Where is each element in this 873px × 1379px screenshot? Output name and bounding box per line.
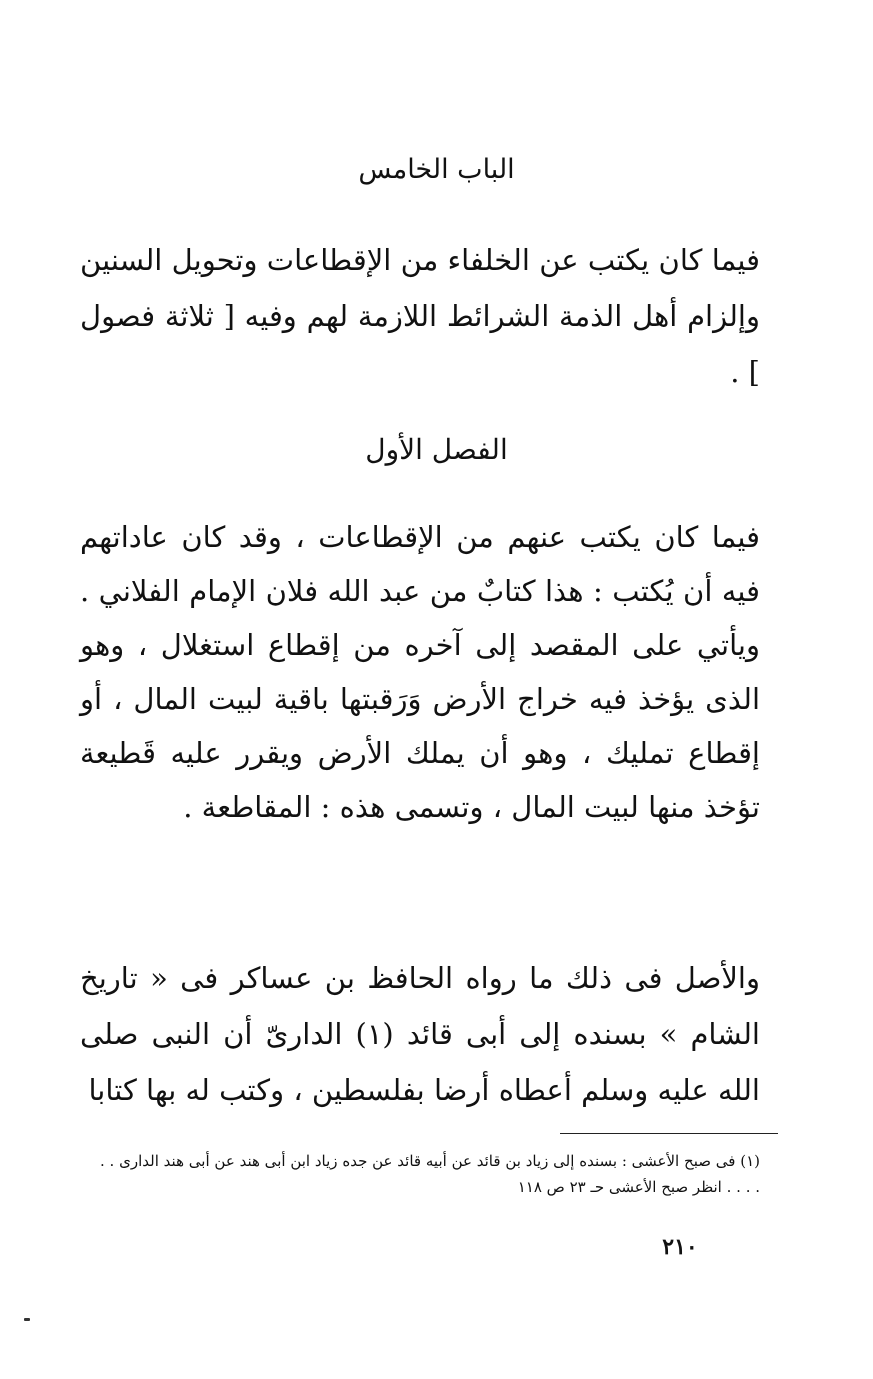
footnote-divider: [560, 1133, 778, 1134]
scan-mark: [24, 1318, 30, 1321]
intro-paragraph: فيما كان يكتب عن الخلفاء من الإقطاعات وتحويل السنين وإلزام أهل الذمة الشرائط اللازمة لهم وفيه [ ثلاثة فصول ] .: [80, 243, 760, 389]
page-number: ٢١٠: [662, 1234, 698, 1260]
section-title: الفصل الأول: [365, 433, 508, 466]
body-paragraph-1: فيما كان يكتب عنهم من الإقطاعات ، وقد كان عاداتهم فيه أن يُكتب : هذا كتابٌ من عبد الله فلان الإمام الفلاني . ويأتي على المقصد إلى آخره من إقطاع استغلال ، وهو الذى يؤخذ فيه خراج الأرض وَرَقبتها باقية لبيت المال ، أو إقطاع تمليك ، وهو أن يملك الأرض ويقرر عليه قَطيعة تؤخذ منها لبيت المال ، وتسمى هذه : المقاطعة .: [80, 520, 760, 824]
footnote: (١) فى صبح الأعشى : بسنده إلى زياد بن قائد عن أبيه قائد عن جده زياد ابن أبى هند عن أبى هند الدارى . . . . . . انظر صبح الأعشى حـ ٢٣ ص ١١٨: [100, 1152, 760, 1196]
chapter-title: الباب الخامس: [358, 154, 515, 185]
body-paragraph-2: والأصل فى ذلك ما رواه الحافظ بن عساكر فى « تاريخ الشام » بسنده إلى أبى قائد (١) الدارىّ أن النبى صلى الله عليه وسلم أعطاه أرضا بفلسطين ، وكتب له بها كتابا: [80, 961, 760, 1107]
